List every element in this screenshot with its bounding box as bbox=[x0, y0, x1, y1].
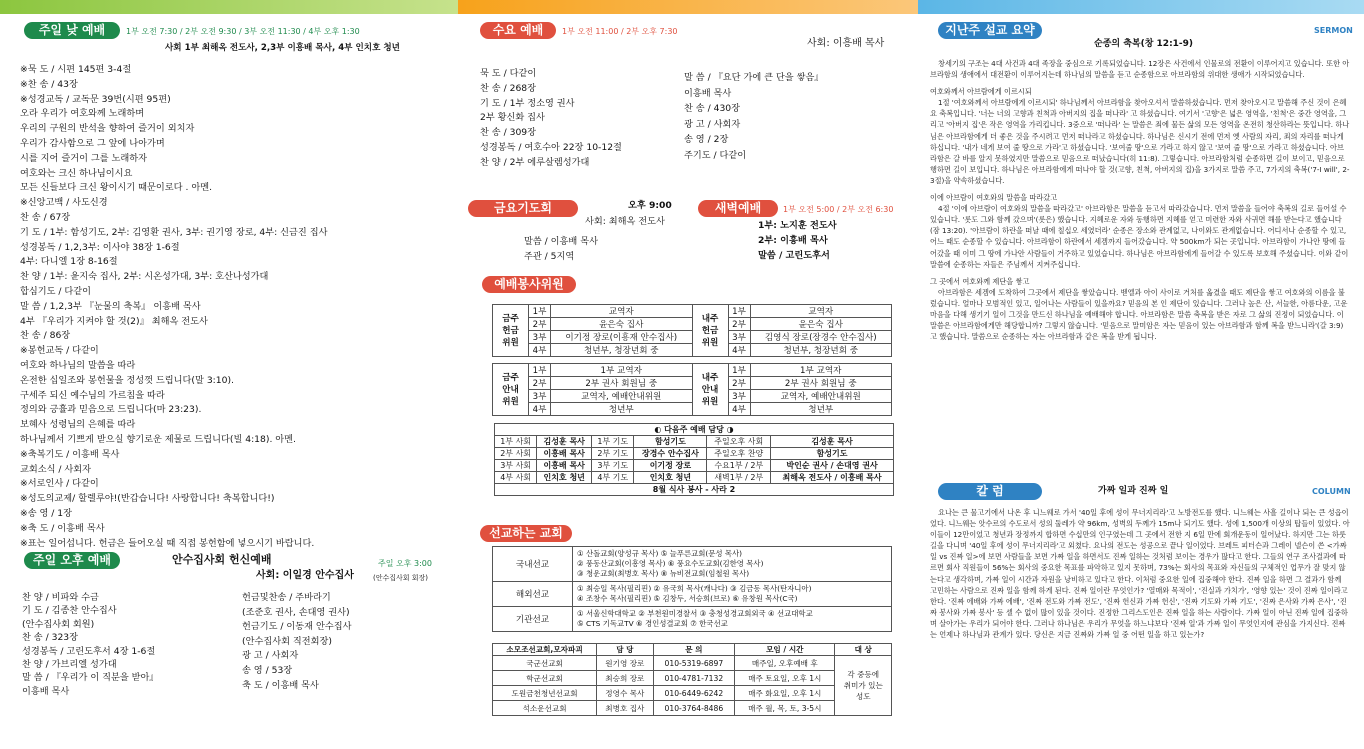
assignee-cell: 청년부, 청장년회 중 bbox=[551, 344, 693, 357]
mission-entry: ④ 조창수 목사(필리핀) ⑤ 김창두, 서승희(브로) ⑥ 유창원 목사(C국) bbox=[577, 594, 798, 603]
column-heading: 가짜 일과 진짜 일 bbox=[1098, 486, 1169, 496]
committee-label: 금주 안내 위원 bbox=[493, 364, 529, 416]
dawn-line-1: 1부: 노지훈 전도사 bbox=[758, 220, 837, 231]
order-line: 찬 송 / 323장 bbox=[22, 632, 79, 644]
order-line: ※송 영 / 1장 bbox=[20, 508, 73, 519]
role-cell: 2부 사회 bbox=[495, 448, 537, 460]
order-line: 기 도 / 김종찬 안수집사 bbox=[22, 605, 117, 617]
contact-cell: 010-3764-8486 bbox=[653, 701, 735, 716]
order-line: 기 도 / 1부: 함성기도, 2부: 김영환 권사, 3부: 권기영 장로, 4부: 신금진 집사 bbox=[20, 226, 328, 238]
sunday-am-presiders: 사회 1부 최해옥 전도사, 2,3부 이흥배 목사, 4부 인치호 청년 bbox=[165, 43, 400, 53]
order-line: 우리가 감사함으로 그 앞에 나아가며 bbox=[20, 138, 165, 149]
column-sermon bbox=[918, 14, 1364, 749]
person-cell: 함성기도 bbox=[634, 436, 707, 448]
order-line: 하나님께서 기쁘게 받으실 향기로운 제물로 드립니다(빌 4:18). 아멘. bbox=[20, 434, 296, 445]
sunday-am-title: 주일 낮 예배 bbox=[24, 22, 120, 39]
column-text: 요나는 큰 물고기에서 나온 후 니느웨로 가서 '40일 후에 성이 무너지리라'고 노방전도를 했다. 니느웨는 사흘 길이나 되는 큰 성읍이었다. 니느웨는 앗수르의 수도로서 성의 둘레가 약 96km, 성벽의 두께가 15m나 되기도 했다. 성에 1,500개 이상의 탑들이 있었다. 아이들이 12만이었고 청년과 장정까지 합하면 수십만의 인구였는데 그 곳에서 전한 지 6일 만에 회개운동이 일어났다. 하지만 그는 하룻길을 다니며 '40일 후에 성이 무너지리라'고 외쳤다. 요나의 전도는 성공으로 끝나 일이었다. 브레트 피터슨과 그레이 넬슨이 쓴 <가짜 일 vs 진짜 일>에 보면 사람들을 보면 가짜 일을 하면서도 진짜 일하는 것처럼 보이는 경우가 많다고 한다. 그들의 연구 조사결과에 따르면 회사 직원들이 56%는 회사의 중요한 목표를 파악하고 있지 못하며, 73%는 회사의 목표와 자신들의 구체적인 업무가 잘 맞지 않는다고 생각하며, 가짜 일이 시간과 자원을 낭비하고 있다고 한다. 이처럼 중요한 일에 집중해야 한다. 진짜 일을 하면 그 결과가 함께 고민하는 사람으로 진짜 일을 함께 하게 된다. 진짜 일이란 무엇인가? '열매와 목적이', '진실과 가치가', '영향 있는' 것이 진짜 일이라고 한다. '진짜 에배와 가짜 에배', '진짜 전도와 가짜 전도', '진짜 헌신과 가짜 헌신', '진짜 기도와 가짜 기도', '진짜 은사와 가짜 은사', '진짜 봉사와 가짜 봉사' 등 셀 수 없이 많이 있을 것이다. 진정한 그리스도인은 진짜 일을 하는 사람이다. 가짜 일이 아닌 진짜 일에 집중하며 살아가는 우리가 되어야 한다. 그러나 하나님은 우리가 무엇을 하느냐보다 '진짜 일'과 가짜 일이 무엇인지에 관심을 가지신다. 진짜는 언제나 하나님과 관계가 있다. 당신은 지금 진짜와 가짜 일 중 어떤 일을 하고 있는가? bbox=[930, 508, 1350, 640]
friday-line-1: 말씀 / 이흥배 목사 bbox=[524, 236, 598, 247]
service-cell: 4부 bbox=[529, 403, 551, 416]
person-cell: 최해옥 전도사 / 이흥배 목사 bbox=[771, 472, 894, 484]
mission-entry: ① 최승일 목사(필리핀) ② 유국희 목사(캐나다) ③ 김금동 목사(탄자니아) bbox=[577, 584, 812, 593]
assignee-cell: 교역자, 예배안내위원 bbox=[750, 390, 892, 403]
order-line: 성경봉독 / 여호수아 22장 10-12절 bbox=[480, 142, 622, 153]
order-line: 헌금기도 / 이동재 안수집사 bbox=[242, 621, 352, 633]
order-line: 이흥배 목사 bbox=[684, 87, 732, 99]
order-line: 찬 양 / 비파와 수금 bbox=[22, 592, 99, 603]
offering-table bbox=[492, 304, 892, 357]
service-cell: 1부 bbox=[728, 364, 750, 377]
column-label: COLUMN bbox=[1312, 487, 1351, 496]
order-line: 이흥배 목사 bbox=[22, 685, 70, 697]
contact-cell: 정영수 목사 bbox=[597, 686, 653, 701]
order-line: 오라 우리가 여호와께 노래하며 bbox=[20, 108, 145, 120]
order-line: 찬 송 / 268장 bbox=[480, 82, 537, 94]
sermon-paragraph: 4절 '이에 아브람이 여호와의 말씀을 따라갔고' 아브라함은 말씀을 듣고서 따라갔습니다. 먼저 말씀을 들어야 축복의 길로 들어설 수 있습니다. '롯도 그와 함께 갔으며'(롯은) 했습니다. 지혜로운 자와 동행하면 지혜를 얻고 미련한 자와 사귀면 해를 받는다고 했습니다(잠 13:20). '아브람이 하란을 떠날 때에 칠십오 세였더라' 순종은 장소와 관계없고, 나이와도 관계없습니다. 어디서나 순종할 수 있고, 어느 때도 순종할 수 있습니다. 아브라함이 하란에서 세겜까지 들어갔습니다. 약 500km가 되는 곳입니다. 아브라함이 가나안 땅에 들어갔을 때 이미 그 땅에 가나안 사람들이 거주하고 있었습니다. 하나님은 아브라함에게 들어갈 수 있도록 보호해 주셨습니다. 이와 같이 말씀에 순종하는 자들은 주님께서 지켜주십니다. bbox=[930, 204, 1349, 269]
order-line: 묵 도 / 다같이 bbox=[480, 68, 537, 79]
role-cell: 4부 사회 bbox=[495, 472, 537, 484]
service-cell: 2부 bbox=[529, 377, 551, 390]
mission-list bbox=[573, 547, 892, 582]
assignee-cell: 윤은숙 집사 bbox=[551, 318, 693, 331]
dawn-time: 1부 오전 5:00 / 2부 오전 6:30 bbox=[783, 205, 894, 214]
mission-entry: ① 서울신학대학교 ② 부천원미경찰서 ③ 충청성경교회외국 ④ 선교대학교 bbox=[577, 609, 813, 618]
sermon-paragraph: 창세기의 구조는 4대 사건과 4대 족장을 중심으로 기록되었습니다. 12장은 사건에서 인물로의 전환이 이루어지고 있습니다. 또한 아브라함의 생애에서 대전환이 이루어지는데 하나님의 말씀을 듣고 순종함으로 아브라함의 위대한 생애가 시작되었습니다. bbox=[930, 59, 1350, 80]
service-cell: 3부 bbox=[728, 390, 750, 403]
mission-list bbox=[573, 607, 892, 632]
sermon-label: SERMON bbox=[1314, 26, 1353, 35]
service-cell: 3부 bbox=[529, 390, 551, 403]
order-line: ※성도의교제/ 할렐루야!(반갑습니다! 사랑합니다! 축복합니다!) bbox=[20, 493, 275, 505]
order-line: ※서로인사 / 다같이 bbox=[20, 478, 99, 490]
sunday-pm-presider-note: (안수집사회 회장) bbox=[373, 574, 429, 582]
service-cell: 3부 bbox=[529, 331, 551, 344]
person-cell: 이흥배 목사 bbox=[537, 460, 592, 472]
person-cell: 김성훈 목사 bbox=[537, 436, 592, 448]
top-banner-blue bbox=[918, 0, 1364, 14]
top-banner-orange bbox=[458, 0, 918, 14]
sunday-pm-title: 주일 오후 예배 bbox=[24, 552, 120, 569]
assignee-cell: 2부 권사 회원님 중 bbox=[750, 377, 892, 390]
assignee-cell: 교역자, 예배안내위원 bbox=[551, 390, 693, 403]
order-line: 성경봉독 / 1,2,3부: 이사야 38장 1-6절 bbox=[20, 241, 180, 253]
contact-header: 소모조선교회,모자파괴 bbox=[493, 644, 597, 656]
next-week-footer: 8월 식사 봉사 - 사라 2 bbox=[495, 484, 894, 496]
service-cell: 2부 bbox=[728, 318, 750, 331]
sermon-subheading: 여호와께서 아브람에게 이르시되 bbox=[930, 87, 1032, 97]
order-line: 기 도 / 1부 정소영 권사 bbox=[480, 97, 575, 109]
sermon-title: 지난주 설교 요약 bbox=[938, 22, 1042, 39]
contact-cell: 매주 화요일, 오후 1시 bbox=[735, 686, 835, 701]
service-cell: 2부 bbox=[728, 377, 750, 390]
committee-label: 금주 헌금 위원 bbox=[493, 305, 529, 357]
role-cell: 주일오후 찬양 bbox=[707, 448, 771, 460]
mission-entry: ③ 청운교회(최병호 목사) ⑧ 뉴비전교회(임철원 목사) bbox=[577, 569, 750, 578]
contact-header: 대 상 bbox=[835, 644, 892, 656]
service-cell: 3부 bbox=[728, 331, 750, 344]
order-line: 축 도 / 이흥배 목사 bbox=[242, 679, 319, 691]
order-line: (안수집사회 회원) bbox=[22, 618, 95, 630]
order-line: (안수집사회 직전회장) bbox=[242, 635, 332, 647]
role-cell: 새벽1부 / 2부 bbox=[707, 472, 771, 484]
contact-cell: 학군선교회 bbox=[493, 671, 597, 686]
order-line: 우리의 구원의 반석을 향하여 즐거이 외치자 bbox=[20, 123, 195, 135]
friday-line-2: 주관 / 5지역 bbox=[524, 251, 575, 262]
order-line: ※신앙고백 / 사도신경 bbox=[20, 197, 108, 209]
order-line: 말 씀 / 『우리가 이 직분을 받아』 bbox=[22, 672, 159, 684]
order-line: 광 고 / 사회자 bbox=[242, 650, 299, 662]
order-line: 송 영 / 2장 bbox=[684, 134, 729, 146]
sermon-heading: 순종의 축복(창 12:1-9) bbox=[1094, 39, 1194, 49]
sunday-pm-time: 주일 오후 3:00 bbox=[378, 559, 432, 568]
order-line: 말 씀 / 1,2,3부 『눈물의 축복』 이흥배 목사 bbox=[20, 300, 201, 312]
service-cell: 2부 bbox=[529, 318, 551, 331]
contact-cell: 매주 월, 목, 토, 3-5시 bbox=[735, 701, 835, 716]
contact-cell: 010-5319-6897 bbox=[653, 656, 735, 671]
committee-label: 내주 헌금 위원 bbox=[692, 305, 728, 357]
contact-target: 각 중등에 취미가 있는 성도 bbox=[835, 656, 892, 716]
dawn-line-2: 2부: 이흥배 목사 bbox=[758, 235, 828, 246]
sermon-subheading: 그 곳에서 여호와께 제단을 쌓고 bbox=[930, 276, 1030, 286]
sunday-pm-presider: 사회: 이일경 안수집사 bbox=[256, 570, 354, 581]
wednesday-times: 1부 오전 11:00 / 2부 오후 7:30 bbox=[562, 27, 678, 36]
assignee-cell: 김영식 장로(장경수 안수집사) bbox=[750, 331, 892, 344]
dawn-title: 새벽예배 bbox=[698, 200, 778, 217]
order-line: 주기도 / 다같이 bbox=[684, 150, 747, 161]
order-line: ※묵 도 / 시편 145편 3-4절 bbox=[20, 64, 132, 75]
order-line: ※성경교독 / 교독문 39번(시편 95편) bbox=[20, 93, 171, 105]
contact-cell: 도원금천청년선교회 bbox=[493, 686, 597, 701]
contact-cell: 최병호 집사 bbox=[597, 701, 653, 716]
service-cell: 4부 bbox=[529, 344, 551, 357]
order-line: 교회소식 / 사회자 bbox=[20, 463, 92, 475]
contact-table bbox=[492, 643, 892, 716]
role-cell: 1부 사회 bbox=[495, 436, 537, 448]
order-line: ※축복기도 / 이흥배 목사 bbox=[20, 448, 120, 460]
top-banner-green bbox=[0, 0, 458, 14]
guide-table bbox=[492, 363, 892, 416]
order-line: ※봉헌교독 / 다같이 bbox=[20, 345, 99, 357]
role-cell: 4부 기도 bbox=[592, 472, 634, 484]
order-line: 시를 지어 즐거이 그를 노래하자 bbox=[20, 152, 148, 164]
service-cell: 4부 bbox=[728, 403, 750, 416]
order-line: 구세주 되신 예수님의 가르침을 따라 bbox=[20, 389, 165, 401]
wednesday-presider: 사회: 이흥배 목사 bbox=[807, 38, 885, 49]
order-line: 찬 양 / 2부 에루살렘성가대 bbox=[480, 156, 590, 168]
contact-cell: 최승희 장로 bbox=[597, 671, 653, 686]
sermon-body bbox=[930, 58, 1350, 342]
service-cell: 4부 bbox=[728, 344, 750, 357]
order-line: 4부: 다니엘 1장 8-16절 bbox=[20, 256, 118, 268]
mission-type: 해외선교 bbox=[493, 582, 573, 607]
contact-header: 모임 / 시간 bbox=[735, 644, 835, 656]
person-cell: 이기정 장로 bbox=[634, 460, 707, 472]
column-title: 칼 럼 bbox=[938, 483, 1042, 500]
contact-header: 담 당 bbox=[597, 644, 653, 656]
sermon-paragraph: 아브라함은 세겜에 도착하여 그곳에서 제단을 쌓았습니다. 벧엘과 아이 사이로 거처를 옮겼을 때도 제단을 쌓고 여호와의 이름을 불렀습니다. 얼마나 모범적인 있고, 일어나는 사람들이 있을까요? 믿음의 본 인 제단이 있습니다. 그러나 높은 산, 서늘한, 아름다운, 고운 마음을 다해 생기기 일이 그것을 만드신 하나님을 예배해야 합니다. 아브라함은 말씀 축복을 받은 자로 그 삶의 진정이 되었습니다. 이 말씀은 아브라함에게만 해당합니까? 그렇지 않습니다. '믿음으로 말미암은 자는 믿음이 있는 아브라함과 함께 복을 받느니라'(갈 3:9)고 했습니다. 말씀으로 순종하는 자는 아브라함과 같은 복을 받게 됩니다. bbox=[930, 287, 1348, 342]
wednesday-title: 수요 예배 bbox=[480, 22, 556, 39]
role-cell: 수요1부 / 2부 bbox=[707, 460, 771, 472]
order-line: 여호와 하나님의 말씀을 따라 bbox=[20, 360, 136, 371]
order-line: 찬 송 / 67장 bbox=[20, 212, 71, 223]
order-line: 찬 송 / 430장 bbox=[684, 103, 741, 115]
order-line: 송 영 / 53장 bbox=[242, 665, 293, 676]
order-line: 헌금및찬송 / 주바라기 bbox=[242, 592, 331, 603]
person-cell: 박인순 권사 / 손대영 권사 bbox=[771, 460, 894, 472]
person-cell: 인치호 청년 bbox=[537, 472, 592, 484]
assignee-cell: 청년부 bbox=[750, 403, 892, 416]
assignee-cell: 윤은숙 집사 bbox=[750, 318, 892, 331]
order-line: ※표는 일어섭니다. 헌금은 들어오실 때 직접 봉헌함에 넣으시기 바랍니다. bbox=[20, 537, 315, 549]
friday-time: 오후 9:00 bbox=[628, 200, 672, 211]
person-cell: 인치호 청년 bbox=[634, 472, 707, 484]
assignee-cell: 1부 교역자 bbox=[750, 364, 892, 377]
order-line: 찬 양 / 1부: 윤지숙 집사, 2부: 시온성가대, 3부: 호산나성가대 bbox=[20, 271, 269, 283]
assignee-cell: 청년부 bbox=[551, 403, 693, 416]
sunday-pm-heading: 안수집사회 헌신예배 bbox=[172, 553, 272, 566]
order-line: 보혜사 성령님의 은혜를 따라 bbox=[20, 419, 136, 431]
mission-entry: ① 산돌교회(양성규 목사) ⑤ 늘푸른교회(문성 목사) bbox=[577, 549, 743, 558]
friday-title: 금요기도회 bbox=[468, 200, 578, 217]
assignee-cell: 교역자 bbox=[551, 305, 693, 318]
mission-list bbox=[573, 582, 892, 607]
contact-cell: 원기영 장로 bbox=[597, 656, 653, 671]
order-line: ※축 도 / 이흥배 목사 bbox=[20, 522, 105, 534]
friday-presider: 사회: 최해옥 전도사 bbox=[585, 216, 665, 227]
mission-type: 국내선교 bbox=[493, 547, 573, 582]
contact-cell: 국군선교회 bbox=[493, 656, 597, 671]
person-cell: 이흥배 목사 bbox=[537, 448, 592, 460]
order-line: 여호와는 크신 하나님이시요 bbox=[20, 167, 133, 179]
role-cell: 2부 기도 bbox=[592, 448, 634, 460]
order-line: 온전한 십일조와 봉헌물을 정성껏 드립니다(말 3:10). bbox=[20, 374, 234, 386]
order-line: 찬 송 / 309장 bbox=[480, 127, 537, 139]
order-line: (조준호 권사, 손대영 권사) bbox=[242, 606, 350, 618]
order-line: 4부 『우리가 지켜야 할 것(2)』 최해옥 전도사 bbox=[20, 315, 208, 327]
sunday-am-times: 1부 오전 7:30 / 2부 오전 9:30 / 3부 오전 11:30 / 4부 오후 1:30 bbox=[126, 27, 360, 36]
order-line: 찬 송 / 86장 bbox=[20, 330, 71, 342]
order-line: 합심기도 / 다같이 bbox=[20, 286, 92, 297]
assignee-cell: 2부 권사 회원님 중 bbox=[551, 377, 693, 390]
service-cell: 1부 bbox=[529, 305, 551, 318]
order-line: 찬 양 / 가브리엘 성가대 bbox=[22, 659, 117, 670]
column-body bbox=[930, 507, 1350, 640]
contact-cell: 010-6449-6242 bbox=[653, 686, 735, 701]
missions-table bbox=[492, 546, 892, 632]
order-line: 성경봉독 / 고린도후서 4장 1-6절 bbox=[22, 645, 156, 657]
mission-entry: ⑤ CTS 기독교TV ⑥ 경인성결교회 ⑦ 한국선교 bbox=[577, 619, 728, 628]
contact-header: 문 의 bbox=[653, 644, 735, 656]
service-cell: 1부 bbox=[728, 305, 750, 318]
next-week-title: ◐ 다음주 예배 담당 ◑ bbox=[495, 424, 894, 436]
role-cell: 주일오후 사회 bbox=[707, 436, 771, 448]
mission-type: 기관선교 bbox=[493, 607, 573, 632]
role-cell: 3부 기도 bbox=[592, 460, 634, 472]
contact-cell: 매주일, 오후예배 후 bbox=[735, 656, 835, 671]
contact-cell: 석소운선교회 bbox=[493, 701, 597, 716]
role-cell: 3부 사회 bbox=[495, 460, 537, 472]
column-schedule bbox=[458, 14, 918, 749]
assignee-cell: 교역자 bbox=[750, 305, 892, 318]
sermon-subheading: 이에 아브람이 여호와의 말씀을 따라갔고 bbox=[930, 193, 1058, 203]
person-cell: 김성훈 목사 bbox=[771, 436, 894, 448]
service-cell: 1부 bbox=[529, 364, 551, 377]
sermon-paragraph: 1절 '여호와께서 아브람에게 이르시되' 하나님께서 아브라함을 찾아오셔서 말씀하셨습니다. 먼저 찾아오시고 말씀해 주신 것이 은혜요 축복입니다. '너는 너의 고향과 친척과 아버지의 집을 떠나라' 고 하셨습니다. 여기서 '고향'은 넓은 영역을, '친척'은 중간 영역을, 그리고 '아버지 집'은 작은 영역을 가리킵니다. 3중으로 '떠나라' 는 말씀은 죄에 물든 삶의 모든 영역을 온전히 청산하라는 뜻입니다. 하나님은 아브라함에게 더 좋은 것을 주시려고 먼저 떠나라고 하셨습니다. 하나님은 신시기 전에 먼저 옛 사람의 자리, 죄의 자리를 떠나게 하십니다. '내가 네게 보여 줄 땅으로 가라'고 하셨습니다. '보여줄 땅'으로 가라고 하지 않고 '보여 줄 땅'으로 가라고 하셨습니다. 아브라함은 갈 바를 알지 못하였지만 말씀으로 믿음으로 떠났습니다(히 11:8). 그렇습니다. 아브라함처럼 순종하면 길이 보이고, 믿음으로 행하면 길이 보입니다. 하나님은 아브라함에게 떠나야 할 것(고향, 친척, 아버지의 집)을 3가지로 말씀 주고, 7가지의 축복('7-I will', 2-3절)을 약속하셨습니다. bbox=[930, 98, 1350, 185]
order-line: ※찬 송 / 43장 bbox=[20, 78, 78, 90]
assignee-cell: 청년부, 청장년회 중 bbox=[750, 344, 892, 357]
next-week-table bbox=[494, 423, 894, 496]
role-cell: 1부 기도 bbox=[592, 436, 634, 448]
contact-cell: 010-4781-7132 bbox=[653, 671, 735, 686]
committee-label: 내주 안내 위원 bbox=[692, 364, 728, 416]
assignee-cell: 1부 교역자 bbox=[551, 364, 693, 377]
dawn-line-3: 말씀 / 고린도후서 bbox=[758, 250, 830, 261]
contact-cell: 매주 토요일, 오후 1시 bbox=[735, 671, 835, 686]
order-line: 2부 황신화 집사 bbox=[480, 112, 545, 124]
order-line: 말 씀 / 『요단 가에 큰 단을 쌓음』 bbox=[684, 72, 824, 83]
missions-title: 선교하는 교회 bbox=[480, 525, 572, 542]
servants-title: 예배봉사위원 bbox=[482, 276, 576, 293]
order-line: 광 고 / 사회자 bbox=[684, 118, 741, 130]
order-line: 모든 신들보다 크신 왕이시기 때문이로다 . 아멘. bbox=[20, 182, 212, 194]
order-line: 정의와 긍휼과 믿음으로 드립니다(마 23:23). bbox=[20, 404, 202, 416]
assignee-cell: 이기정 장로(이흥재 안수집사) bbox=[551, 331, 693, 344]
person-cell: 함성기도 bbox=[771, 448, 894, 460]
person-cell: 장경수 안수집사 bbox=[634, 448, 707, 460]
mission-entry: ② 풍동산교회(이흥영 목사) ⑥ 풍요수도교회(김한영 목사) bbox=[577, 559, 764, 568]
column-worship-order bbox=[0, 14, 458, 749]
